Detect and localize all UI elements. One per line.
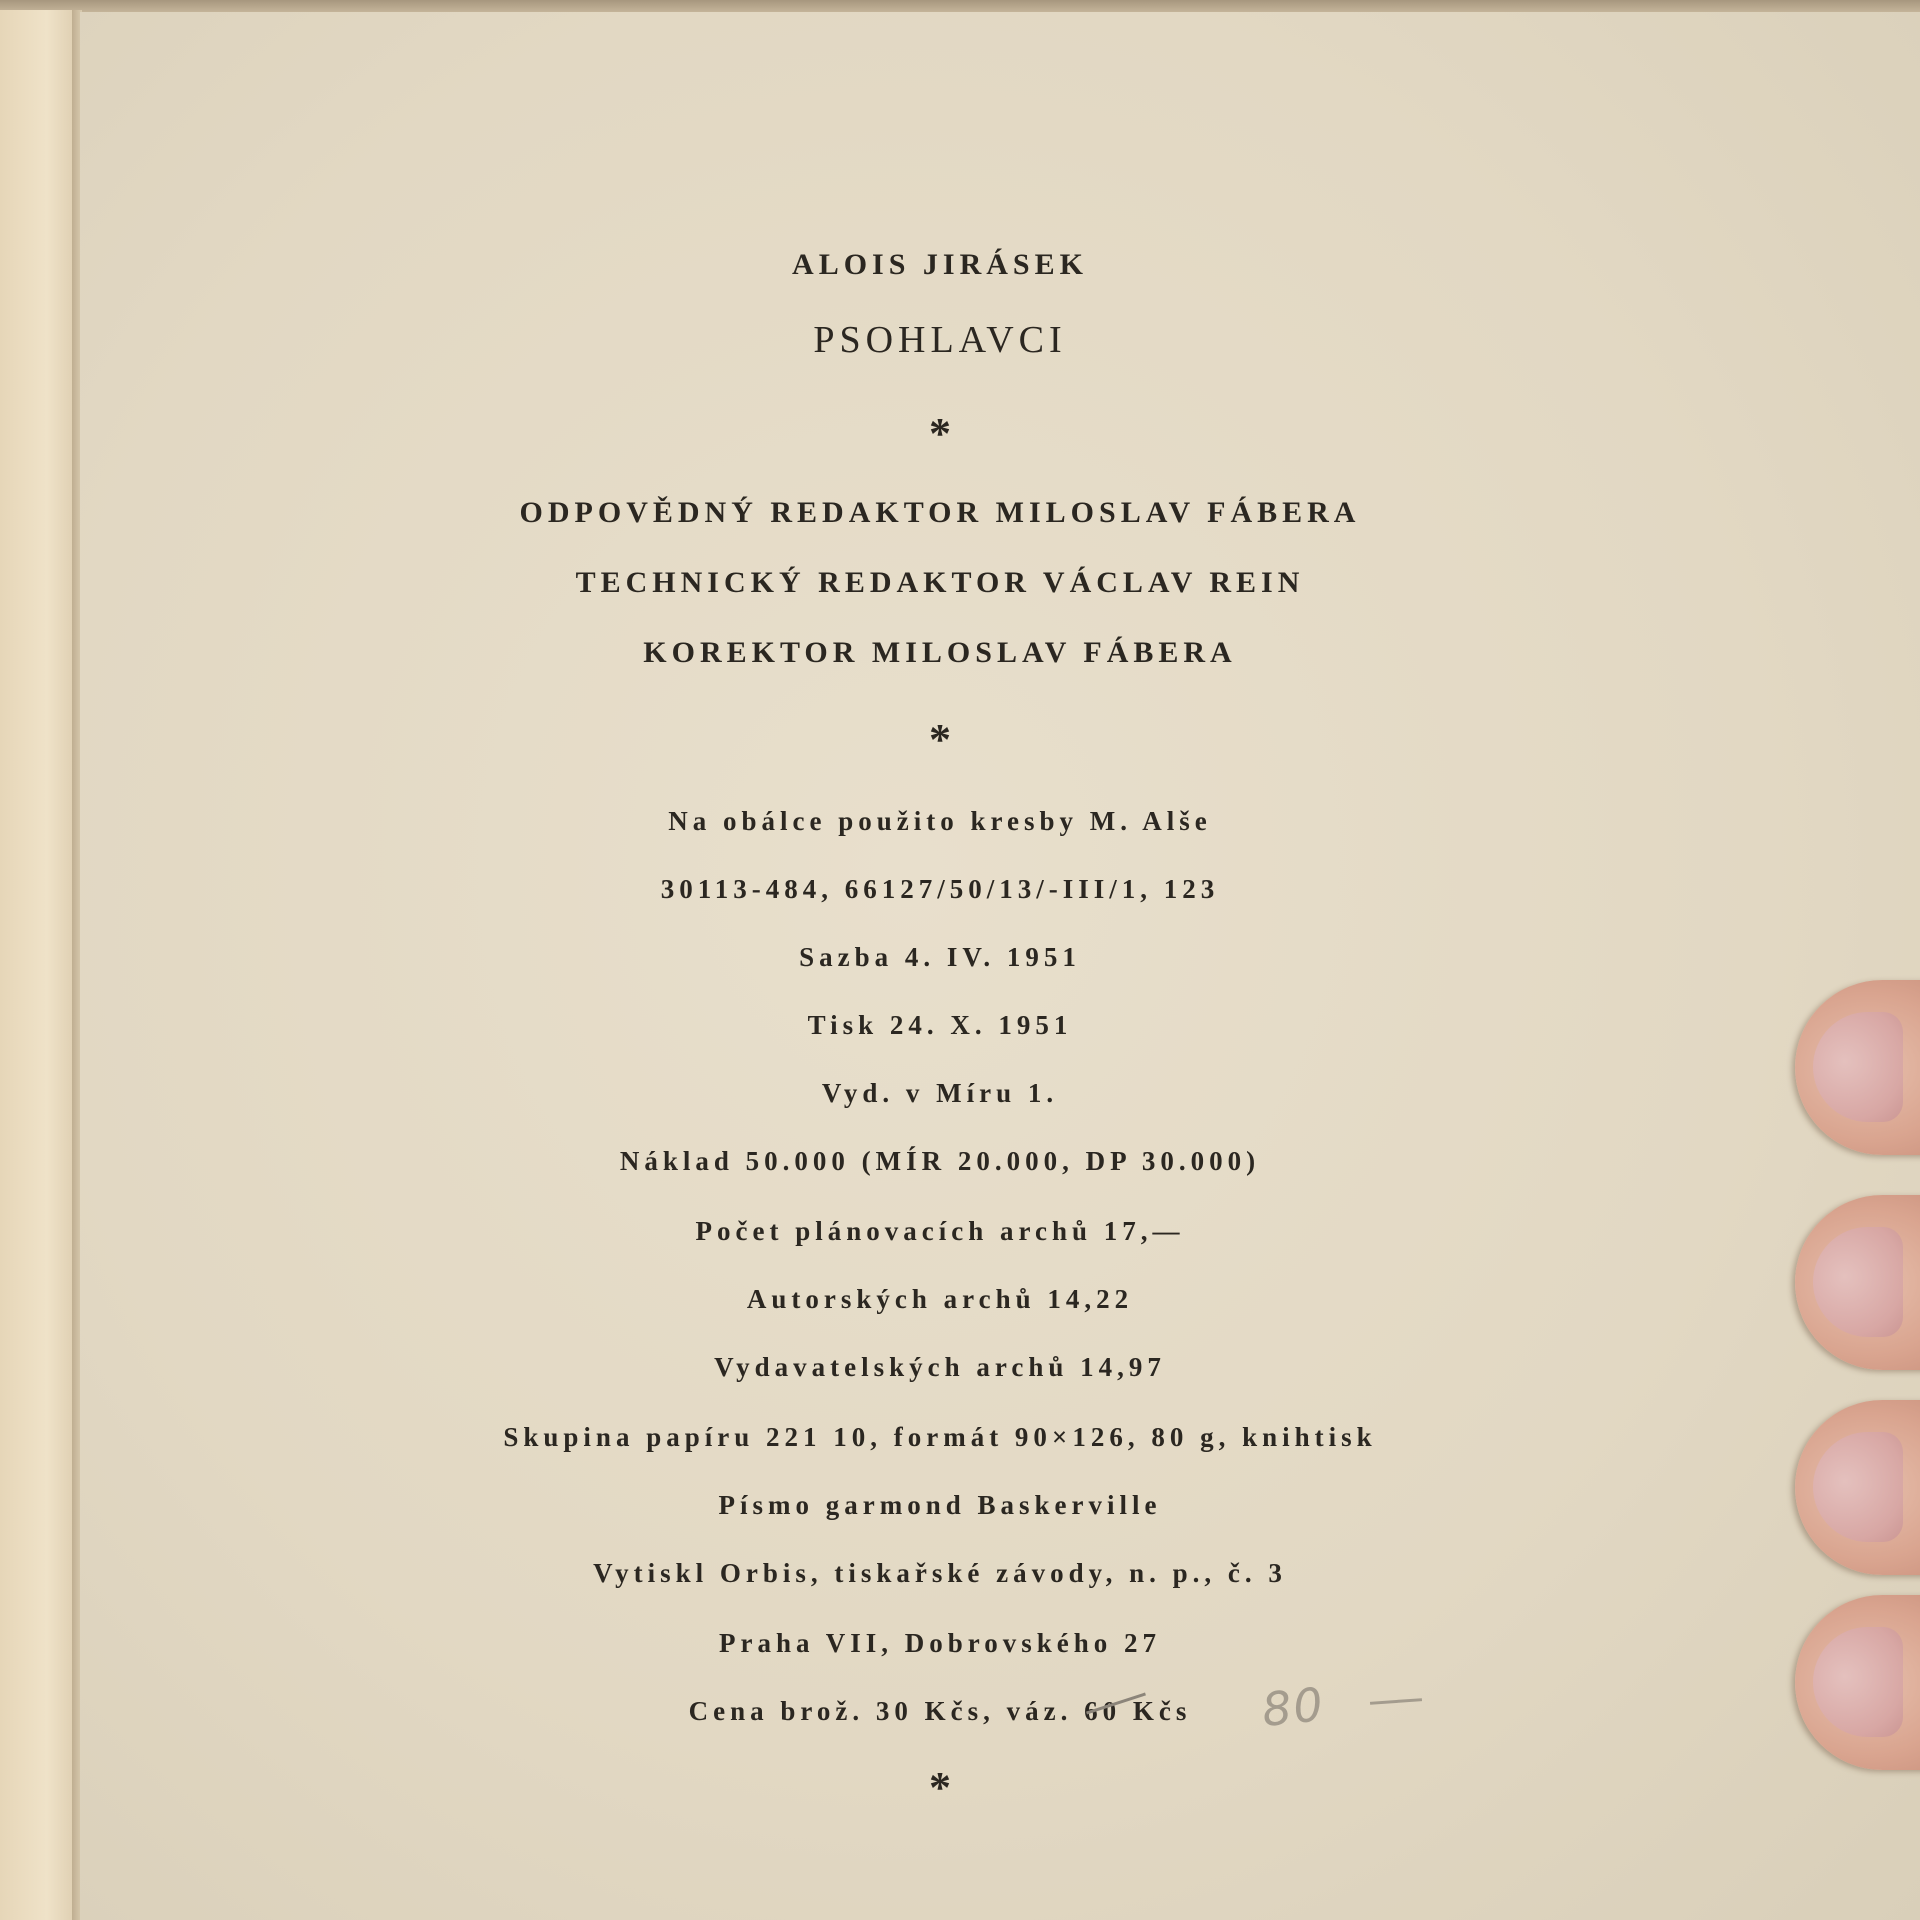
finger	[1795, 1400, 1920, 1575]
price-line: Cena brož. 30 Kčs, váz. 60 Kčs	[688, 1696, 1192, 1726]
finger	[1795, 1595, 1920, 1770]
fingernail	[1813, 1012, 1903, 1122]
finger	[1795, 1195, 1920, 1370]
fingernail	[1813, 1627, 1903, 1737]
detail-line: Náklad 50.000 (MÍR 20.000, DP 30.000)	[619, 1146, 1261, 1176]
detail-line: Sazba 4. IV. 1951	[799, 942, 1081, 972]
credit-line-proofreader: KOREKTOR MILOSLAV FÁBERA	[643, 636, 1237, 669]
fingernail	[1813, 1432, 1903, 1542]
separator-star: *	[929, 715, 951, 764]
finger	[1795, 980, 1920, 1155]
detail-line: Autorských archů 14,22	[746, 1284, 1134, 1314]
book-title: PSOHLAVCI	[813, 319, 1067, 361]
detail-line: Písmo garmond Baskerville	[718, 1490, 1162, 1520]
credit-line-technical-editor: TECHNICKÝ REDAKTOR VÁCLAV REIN	[575, 566, 1305, 599]
detail-line: Vytiskl Orbis, tiskařské závody, n. p., č. 3	[593, 1558, 1287, 1588]
hand-fingers	[1795, 980, 1920, 1770]
separator-star: *	[929, 409, 951, 458]
left-page-edge	[0, 10, 78, 1920]
detail-line: Tisk 24. X. 1951	[807, 1010, 1073, 1040]
detail-line: Počet plánovacích archů 17,—	[695, 1216, 1185, 1246]
separator-star: *	[929, 1763, 951, 1812]
detail-line: Na obálce použito kresby M. Alše	[668, 806, 1212, 836]
credit-line-editor: ODPOVĚDNÝ REDAKTOR MILOSLAV FÁBERA	[519, 496, 1361, 529]
fingernail	[1813, 1227, 1903, 1337]
handwritten-price: 80	[1259, 1676, 1328, 1738]
detail-line: Vyd. v Míru 1.	[821, 1078, 1059, 1108]
detail-line: Vydavatelských archů 14,97	[714, 1352, 1166, 1382]
detail-line: Praha VII, Dobrovského 27	[718, 1628, 1162, 1658]
author-name: ALOIS JIRÁSEK	[792, 248, 1088, 281]
detail-line: 30113-484, 66127/50/13/-III/1, 123	[660, 874, 1220, 904]
detail-line: Skupina papíru 221 10, formát 90×126, 80 g, knihtisk	[503, 1422, 1377, 1452]
